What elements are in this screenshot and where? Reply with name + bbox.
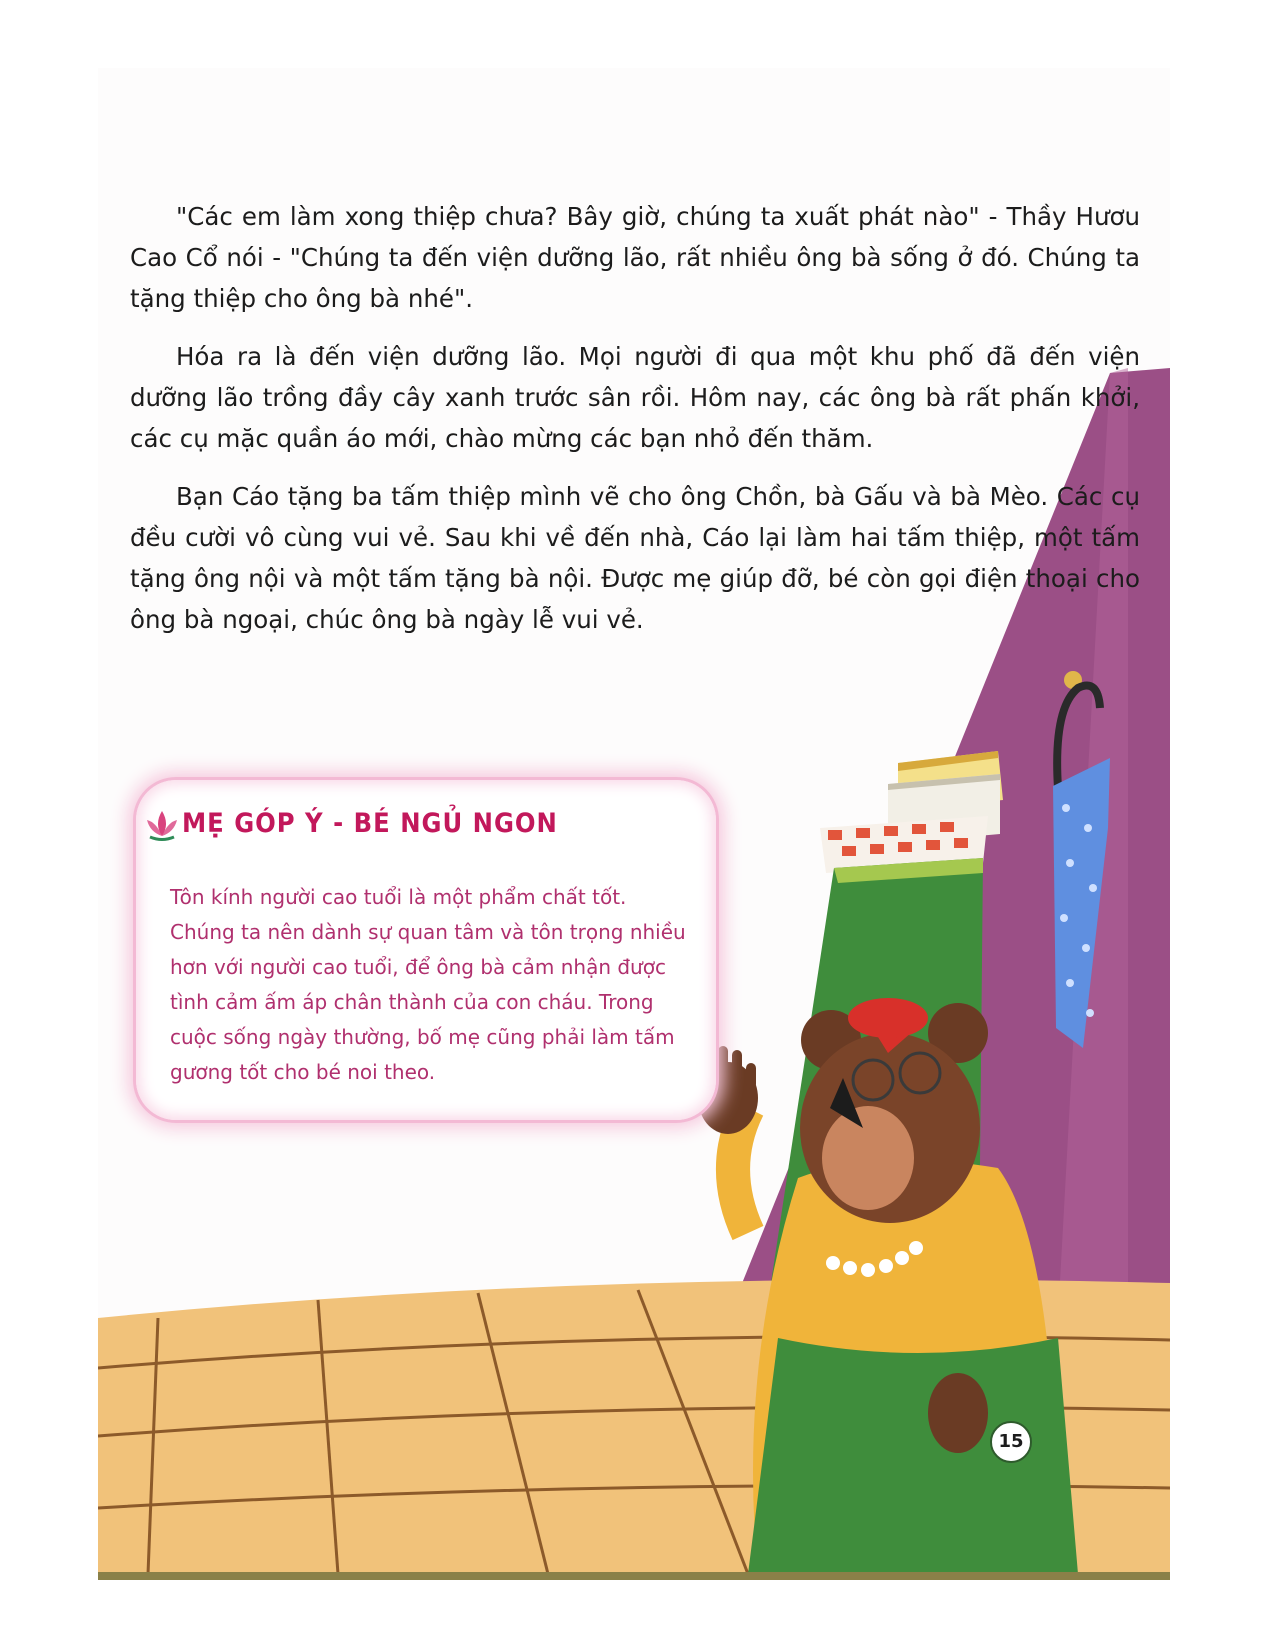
story-paragraph-2: Hóa ra là đến viện dưỡng lão. Mọi người đi qua một khu phố đã đến viện dưỡng lão trồng đầy cây xanh trước sân rồi. Hôm nay, các ông bà rất phấn khởi, các cụ mặc quần áo mới, chào mừng các bạn nhỏ đến thăm. [130, 342, 1140, 453]
page-bottom-edge [98, 1572, 1170, 1580]
page-number: 15 [990, 1421, 1032, 1463]
lotus-icon [144, 806, 180, 842]
story-paragraph-1: "Các em làm xong thiệp chưa? Bây giờ, chúng ta xuất phát nào" - Thầy Hươu Cao Cổ nói - "Chúng ta đến viện dưỡng lão, rất nhiều ông bà sống ở đó. Chúng ta tặng thiệp cho ông bà nhé". [130, 202, 1140, 313]
book-page [98, 68, 1170, 1574]
story-text [130, 196, 1140, 657]
parent-tip-box [136, 780, 716, 1120]
tip-title: MẸ GÓP Ý - BÉ NGỦ NGON [182, 808, 558, 839]
tip-body: Tôn kính người cao tuổi là một phẩm chất tốt. Chúng ta nên dành sự quan tâm và tôn trọng nhiều hơn với người cao tuổi, để ông bà cảm nhận được tình cảm ấm áp chân thành của con cháu. Trong cuộc sống ngày thường, bố mẹ cũng phải làm tấm gương tốt cho bé noi theo. [170, 885, 686, 1084]
story-paragraph-3: Bạn Cáo tặng ba tấm thiệp mình vẽ cho ông Chồn, bà Gấu và bà Mèo. Các cụ đều cười vô cùng vui vẻ. Sau khi về đến nhà, Cáo lại làm hai tấm thiệp, một tấm tặng ông nội và một tấm tặng bà nội. Được mẹ giúp đỡ, bé còn gọi điện thoại cho ông bà ngoại, chúc ông bà ngày lễ vui vẻ. [130, 482, 1140, 634]
